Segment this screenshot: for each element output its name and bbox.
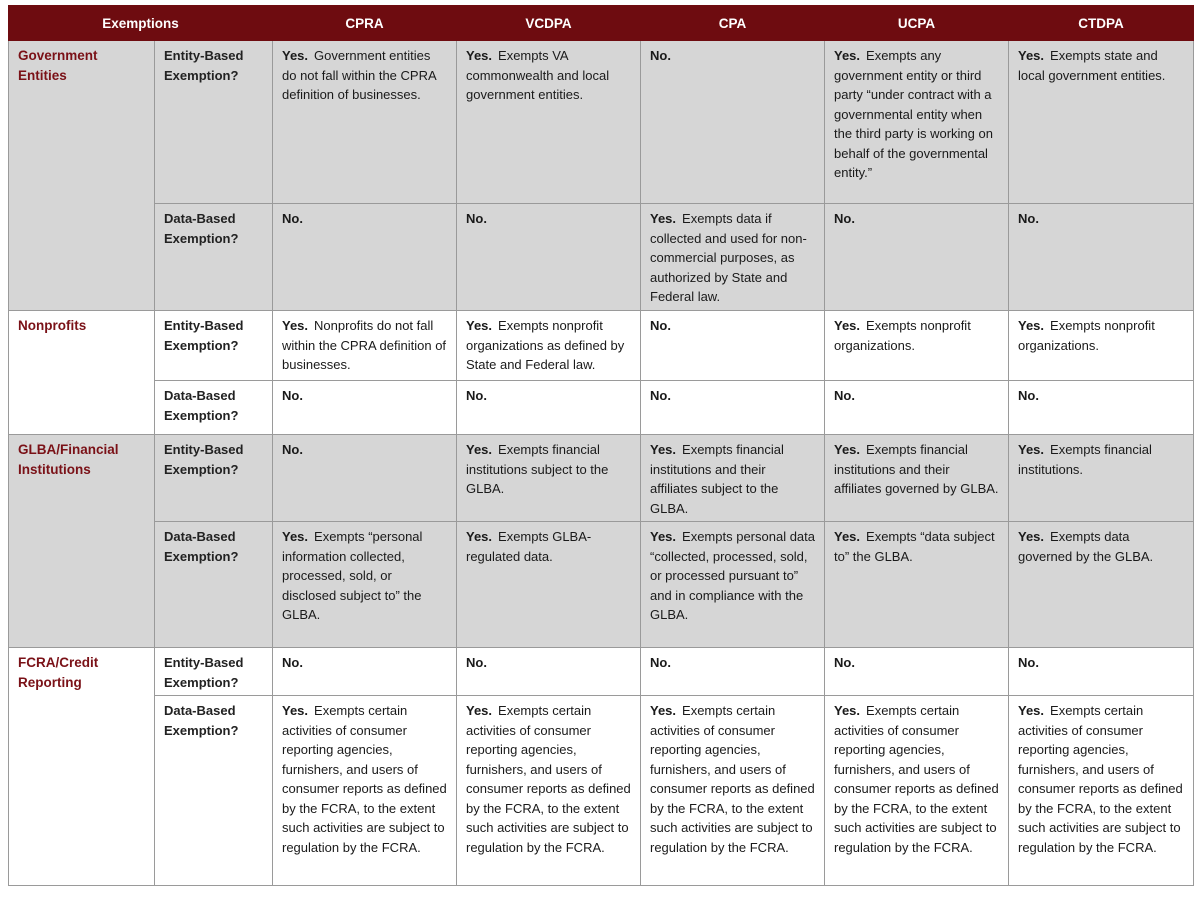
table-row [9, 435, 1194, 522]
cell-text: Exempts financial institutions and their affiliates governed by GLBA. [834, 442, 999, 496]
cell [641, 381, 825, 435]
cell-lead: Yes. [1018, 442, 1045, 457]
cell [457, 648, 641, 696]
cell-text: Exempts state and local government entities. [1018, 48, 1166, 83]
header-ucpa: UCPA [825, 6, 1009, 41]
cell-lead: Yes. [650, 529, 677, 544]
cell-text: Exempts data if collected and used for non-commercial purposes, as authorized by State and Federal law. [650, 211, 807, 304]
category-fcra: FCRA/Credit Reporting [9, 648, 155, 886]
cell [1009, 381, 1194, 435]
header-ctdpa: CTDPA [1009, 6, 1194, 41]
cell [1009, 204, 1194, 311]
header-row [9, 6, 1194, 41]
row-label: Data-Based Exemption? [155, 522, 273, 648]
cell-lead: No. [834, 388, 855, 403]
cell-lead: Yes. [466, 318, 493, 333]
table-row [9, 522, 1194, 648]
cell-lead: Yes. [834, 529, 861, 544]
cell-lead: Yes. [282, 529, 309, 544]
cell-text: Exempts nonprofit organizations. [1018, 318, 1155, 353]
cell [825, 311, 1009, 381]
cell-text: Exempts nonprofit organizations as defined by State and Federal law. [466, 318, 625, 372]
cell [1009, 696, 1194, 886]
cell-lead: Yes. [650, 211, 677, 226]
cell-lead: No. [650, 318, 671, 333]
cell [457, 435, 641, 522]
cell-lead: Yes. [834, 318, 861, 333]
cell [825, 435, 1009, 522]
header-exemptions: Exemptions [9, 6, 273, 41]
cell [825, 41, 1009, 204]
cell [457, 311, 641, 381]
cell-lead: Yes. [834, 442, 861, 457]
cell-lead: Yes. [1018, 529, 1045, 544]
cell-lead: Yes. [466, 48, 493, 63]
cell [1009, 41, 1194, 204]
cell-lead: No. [282, 442, 303, 457]
cell [1009, 522, 1194, 648]
cell-lead: Yes. [834, 48, 861, 63]
cell [273, 381, 457, 435]
cell-lead: No. [466, 388, 487, 403]
cell-text: Exempts “data subject to” the GLBA. [834, 529, 995, 564]
cell [641, 311, 825, 381]
cell [641, 41, 825, 204]
cell [1009, 311, 1194, 381]
cell [1009, 648, 1194, 696]
cell-lead: No. [282, 211, 303, 226]
cell-lead: No. [1018, 388, 1039, 403]
header-cpra: CPRA [273, 6, 457, 41]
table-row [9, 381, 1194, 435]
table-row [9, 41, 1194, 204]
cell [641, 696, 825, 886]
cell-text: Exempts personal data “collected, processed, sold, or processed pursuant to” and in compliance with the GLBA. [650, 529, 815, 622]
category-glba: GLBA/Financial Institutions [9, 435, 155, 648]
cell [457, 696, 641, 886]
cell-text: Exempts “personal information collected, processed, sold, or disclosed subject to” the GLBA. [282, 529, 423, 622]
cell-lead: No. [1018, 655, 1039, 670]
cell [457, 522, 641, 648]
cell-lead: Yes. [282, 48, 309, 63]
cell-text: Exempts financial institutions. [1018, 442, 1152, 477]
cell [825, 381, 1009, 435]
cell-lead: Yes. [650, 703, 677, 718]
cell [825, 522, 1009, 648]
cell-lead: No. [466, 211, 487, 226]
row-label: Data-Based Exemption? [155, 696, 273, 886]
cell [457, 41, 641, 204]
cell-text: Exempts financial institutions and their affiliates subject to the GLBA. [650, 442, 784, 516]
cell-text: Exempts nonprofit organizations. [834, 318, 971, 353]
cell [273, 648, 457, 696]
cell-lead: No. [834, 211, 855, 226]
cell-text: Exempts VA commonwealth and local government entities. [466, 48, 610, 102]
cell-lead: No. [650, 48, 671, 63]
cell [825, 648, 1009, 696]
cell [641, 648, 825, 696]
cell [457, 381, 641, 435]
cell-text: Exempts data governed by the GLBA. [1018, 529, 1154, 564]
cell-lead: No. [282, 655, 303, 670]
row-label: Entity-Based Exemption? [155, 435, 273, 522]
cell-lead: Yes. [466, 442, 493, 457]
cell-lead: Yes. [1018, 703, 1045, 718]
cell-lead: No. [650, 655, 671, 670]
category-nonprofits: Nonprofits [9, 311, 155, 435]
cell-lead: Yes. [1018, 48, 1045, 63]
cell-lead: Yes. [834, 703, 861, 718]
cell [273, 435, 457, 522]
cell [273, 696, 457, 886]
cell-text: Government entities do not fall within the CPRA definition of businesses. [282, 48, 436, 102]
cell-lead: Yes. [650, 442, 677, 457]
cell-text: Exempts financial institutions subject to the GLBA. [466, 442, 609, 496]
cell [641, 435, 825, 522]
exemptions-table [8, 5, 1194, 886]
cell-text: Exempts certain activities of consumer reporting agencies, furnishers, and users of consumer reports as defined by the FCRA, to the extent such activities are subject to regulation by the FCRA. [282, 703, 447, 855]
header-cpa: CPA [641, 6, 825, 41]
row-label: Entity-Based Exemption? [155, 311, 273, 381]
cell-text: Exempts certain activities of consumer reporting agencies, furnishers, and users of consumer reports as defined by the FCRA, to the extent such activities are subject to regulation by the FCRA. [466, 703, 631, 855]
cell [273, 311, 457, 381]
cell [825, 204, 1009, 311]
cell [825, 696, 1009, 886]
cell [273, 41, 457, 204]
row-label: Entity-Based Exemption? [155, 648, 273, 696]
cell [1009, 435, 1194, 522]
cell-text: Exempts certain activities of consumer reporting agencies, furnishers, and users of consumer reports as defined by the FCRA, to the extent such activities are subject to regulation by the FCRA. [650, 703, 815, 855]
cell-lead: No. [1018, 211, 1039, 226]
cell-lead: Yes. [1018, 318, 1045, 333]
cell [273, 522, 457, 648]
cell-lead: No. [466, 655, 487, 670]
cell-lead: No. [650, 388, 671, 403]
table-row [9, 204, 1194, 311]
cell-lead: No. [282, 388, 303, 403]
header-vcdpa: VCDPA [457, 6, 641, 41]
cell-text: Exempts certain activities of consumer reporting agencies, furnishers, and users of consumer reports as defined by the FCRA, to the extent such activities are subject to regulation by the FCRA. [1018, 703, 1183, 855]
row-label: Data-Based Exemption? [155, 204, 273, 311]
exemptions-comparison [8, 5, 1193, 886]
table-row [9, 311, 1194, 381]
cell-lead: Yes. [282, 703, 309, 718]
category-government: Government Entities [9, 41, 155, 311]
row-label: Entity-Based Exemption? [155, 41, 273, 204]
cell-lead: Yes. [282, 318, 309, 333]
cell-text: Nonprofits do not fall within the CPRA definition of businesses. [282, 318, 447, 372]
cell [457, 204, 641, 311]
cell-text: Exempts any government entity or third party “under contract with a governmental entity when the third party is working on behalf of the governmental entity.” [834, 48, 993, 180]
cell-text: Exempts GLBA-regulated data. [466, 529, 592, 564]
row-label: Data-Based Exemption? [155, 381, 273, 435]
cell-lead: Yes. [466, 703, 493, 718]
cell [273, 204, 457, 311]
table-row [9, 648, 1194, 696]
cell-text: Exempts certain activities of consumer reporting agencies, furnishers, and users of consumer reports as defined by the FCRA, to the extent such activities are subject to regulation by the FCRA. [834, 703, 999, 855]
cell-lead: Yes. [466, 529, 493, 544]
cell-lead: No. [834, 655, 855, 670]
table-row [9, 696, 1194, 886]
cell [641, 204, 825, 311]
cell [641, 522, 825, 648]
